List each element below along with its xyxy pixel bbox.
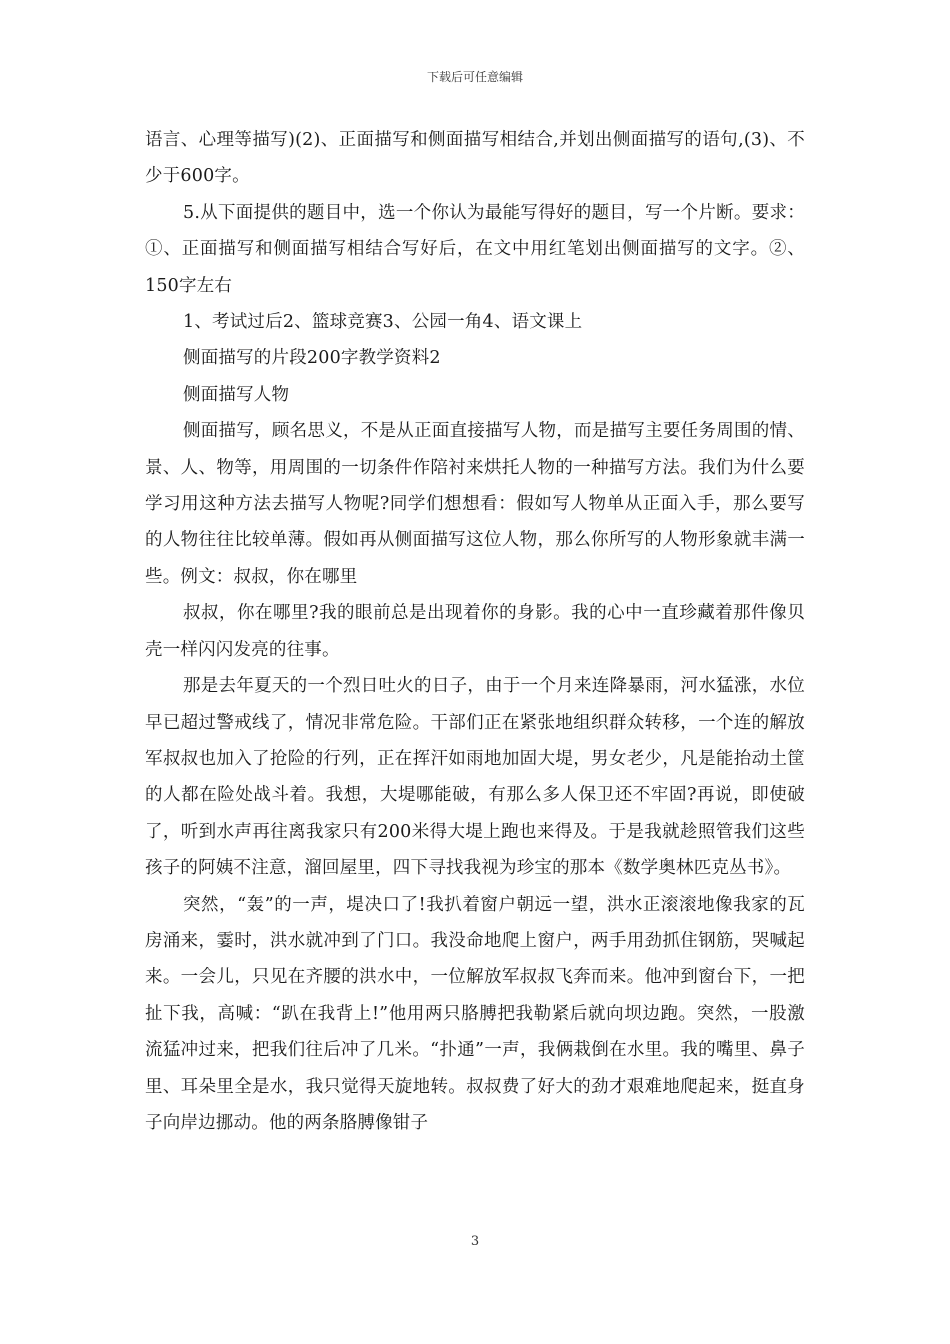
paragraph: 那是去年夏天的一个烈日吐火的日子，由于一个月来连降暴雨，河水猛涨，水位早已超过警戒线了，情况非常危险。干部们正在紧张地组织群众转移，一个连的解放军叔叔也加入了抢险的行列，正在挥汗如雨地加固大堤，男女老少，凡是能抬动土筐的人都在险处战斗着。我想，大堤哪能破，有那么多人保卫还不牢固?再说，即使破了，听到水声再往离我家只有200米得大堤上跑也来得及。于是我就趁照管我们这些孩子的阿姨不注意，溜回屋里，四下寻找我视为珍宝的那本《数学奥林匹克丛书》。	[145, 676, 805, 879]
paragraph: 1、考试过后2、篮球竞赛3、公园一角4、语文课上	[183, 312, 583, 333]
paragraph: 侧面描写，顾名思义，不是从正面直接描写人物，而是描写主要任务周围的情、景、人、物等，用周围的一切条件作陪衬来烘托人物的一种描写方法。我们为什么要学习用这种方法去描写人物呢?同学们想想看：假如写人物单从正面入手，那么要写的人物往往比较单薄。假如再从侧面描写这位人物，那么你所写的人物形象就丰满一些。例文：叔叔，你在哪里	[145, 421, 805, 587]
paragraph: 5.从下面提供的题目中，选一个你认为最能写得好的题目，写一个片断。要求：①、正面描写和侧面描写相结合写好后，在文中用红笔划出侧面描写的文字。②、150字左右	[145, 202, 805, 296]
paragraph: 语言、心理等描写)(2)、正面描写和侧面描写相结合,并划出侧面描写的语句,(3)、不少于600字。	[145, 130, 805, 187]
page-header: 下载后可任意编辑	[426, 70, 523, 84]
section-title: 侧面描写的片段200字教学资料2	[183, 348, 441, 369]
page-number: 3	[470, 1234, 480, 1249]
section-subtitle: 侧面描写人物	[183, 384, 290, 405]
document-body	[145, 122, 805, 1141]
paragraph: 叔叔，你在哪里?我的眼前总是出现着你的身影。我的心中一直珍藏着那件像贝壳一样闪闪发亮的往事。	[145, 603, 805, 660]
paragraph: 突然，“轰”的一声，堤决口了!我扒着窗户朝远一望，洪水正滚滚地像我家的瓦房涌来，霎时，洪水就冲到了门口。我没命地爬上窗户，两手用劲抓住钢筋，哭喊起来。一会儿，只见在齐腰的洪水中，一位解放军叔叔飞奔而来。他冲到窗台下，一把扯下我，高喊：“趴在我背上!”他用两只胳膊把我勒紧后就向坝边跑。突然，一股激流猛冲过来，把我们往后冲了几米。“扑通”一声，我俩栽倒在水里。我的嘴里、鼻子里、耳朵里全是水，我只觉得天旋地转。叔叔费了好大的劲才艰难地爬起来，挺直身子向岸边挪动。他的两条胳膊像钳子	[145, 894, 805, 1133]
